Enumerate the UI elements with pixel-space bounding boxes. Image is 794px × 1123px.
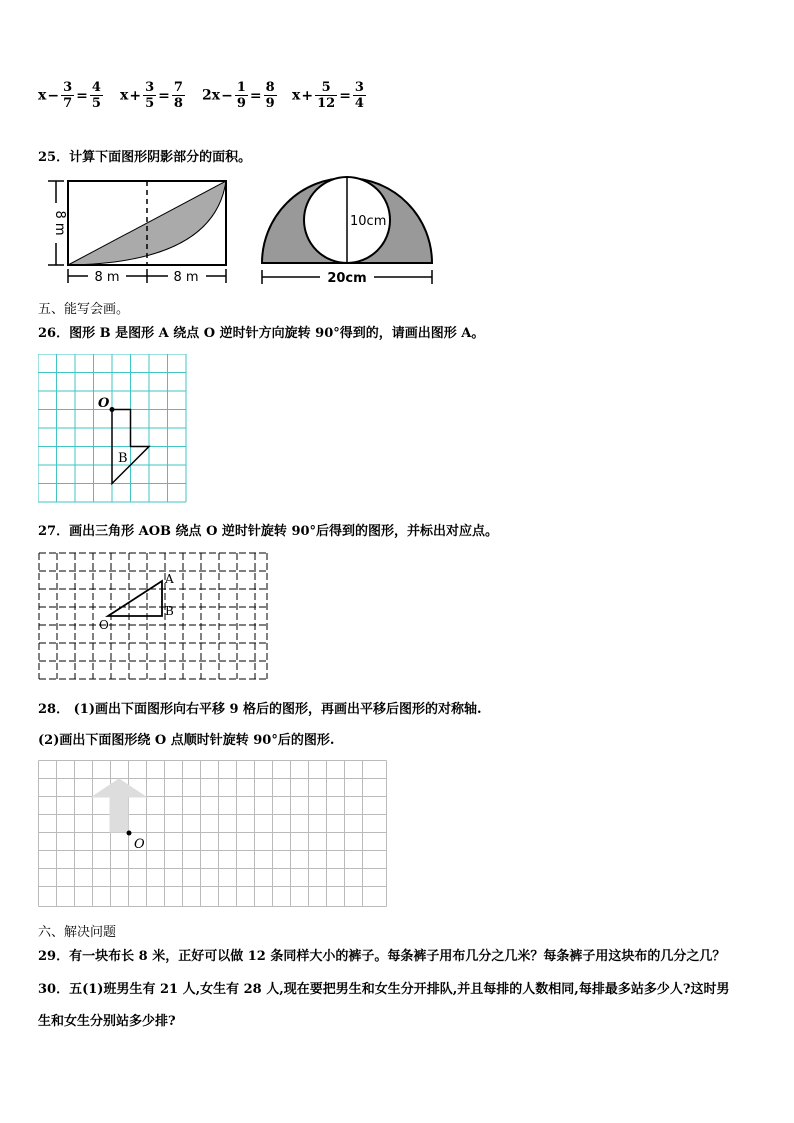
equation-3: 2x− $\frac{1}{9}$ = $\frac{8}{9}$ [202,80,275,111]
question-28-part-2: (2)画出下面图形绕 O 点顺时针旋转 90°后的图形. [38,733,335,748]
point-o-label-28: O [134,837,145,852]
question-26: 26．图形 B 是图形 A 绕点 O 逆时针方向旋转 90°得到的，请画出图形 A。 [38,326,485,341]
question-27: 27．画出三角形 AOB 绕点 O 逆时针旋转 90°后得到的图形，并标出对应点。 [38,524,499,539]
bottom-left-label: 8 m [94,270,120,285]
equation-1: x− $\frac{3}{7}$ = $\frac{4}{5}$ [38,80,101,111]
section-6-heading: 六、解决问题 [38,925,117,940]
question-30-line-2: 生和女生分别站多少排? [38,1014,176,1029]
question-30-line-1: 30．五(1)班男生有 21 人,女生有 28 人,现在要把男生和女生分开排队,并且每排的人数相同,每排最多站多少人?这时男 [38,982,730,997]
equation-2: x+ $\frac{3}{5}$ = $\frac{7}{8}$ [120,80,183,111]
label-b: B [165,604,174,618]
diameter-label: 10cm [350,214,387,229]
left-dimension-label: 8 m [52,210,67,236]
equation-4: x+ $\frac{5}{12}$ = $\frac{3}{4}$ [292,80,364,111]
section-5-heading: 五、能写会画。 [38,302,130,317]
question-28-part-1: 28． (1)画出下面图形向右平移 9 格后的图形，再画出平移后图形的对称轴. [38,702,482,717]
grid-arrow-shape [38,760,388,908]
figure-rectangle-shaded [36,175,236,290]
question-29: 29．有一块布长 8 米，正好可以做 12 条同样大小的裤子。每条裤子用布几分之几米？每条裤子用这块布的几分之几？ [38,949,726,964]
label-a: A [165,572,174,586]
grid-triangle-aob [38,552,270,682]
figure-semicircle-shaded [252,168,442,290]
grid-rotation-b [38,354,188,504]
width-label: 20cm [327,271,367,286]
label-o: O [99,618,109,632]
point-o-label: O [98,396,110,411]
bottom-right-label: 8 m [173,270,199,285]
shape-b-label: B [118,451,128,466]
question-25: 25．计算下面图形阴影部分的面积。 [38,150,252,165]
